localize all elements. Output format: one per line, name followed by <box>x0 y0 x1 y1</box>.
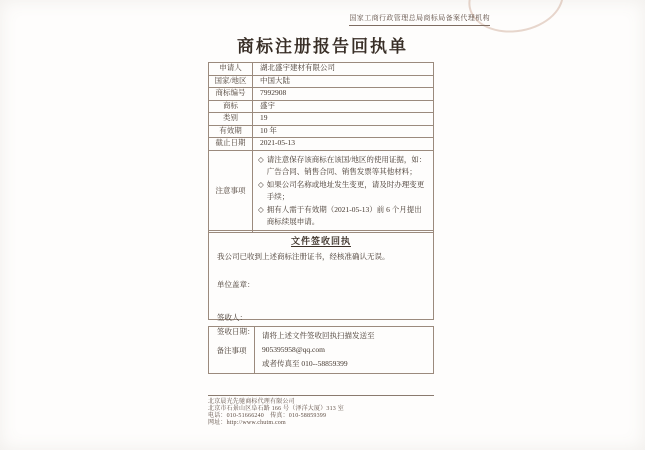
row-value: 湖北盛宇建材有限公司 <box>253 63 434 76</box>
note-item <box>258 204 427 229</box>
row-label: 备注事项 <box>209 327 255 374</box>
agency-registration-note: 国家工商行政管理总局商标局备案代理机构 <box>349 13 490 26</box>
table-row-class <box>209 113 434 126</box>
row-value: 中国大陆 <box>253 75 434 88</box>
row-label: 国家/地区 <box>209 75 253 88</box>
row-value: 10 年 <box>253 125 434 138</box>
row-value: 7992908 <box>253 88 434 101</box>
agency-footer <box>208 399 508 427</box>
row-label: 截止日期 <box>209 138 253 151</box>
receipt-section-title: 文件签收回执 <box>290 236 351 246</box>
signer-label: 签收人： <box>217 313 247 322</box>
note-text: 拥有人需于有效期（2021-05-13）前 6 个月提出商标续展申请。 <box>266 204 422 226</box>
row-label: 有效期 <box>209 125 253 138</box>
agency-company-name: 北京晨光先驰商标代理有限公司 <box>208 399 295 405</box>
agency-phone-fax: 电话：010-51666240 传真：010-58859399 <box>208 413 327 419</box>
footer-divider <box>208 395 434 396</box>
table-row-trademark-name <box>209 100 434 113</box>
row-value: 盛宇 <box>253 100 434 113</box>
diamond-bullet-icon: ◇ <box>258 154 264 164</box>
agency-website: 网址：http://www.chutm.com <box>208 420 286 426</box>
table-row-remark <box>209 327 434 374</box>
row-value: 2021-05-13 <box>253 138 434 151</box>
diamond-bullet-icon: ◇ <box>258 204 264 214</box>
note-text: 请注意保存该商标在该国/地区的使用证据，如：广告合同、销售合同、销售发票等其他材料； <box>266 154 427 176</box>
document-title: 商标注册报告回执单 <box>237 37 408 56</box>
receipt-statement: 我公司已收到上述商标注册证书，经核准确认无误。 <box>217 252 390 261</box>
document-receipt-section <box>208 230 434 336</box>
remark-value-cell <box>255 327 434 374</box>
row-label: 商标编号 <box>209 88 253 101</box>
table-row-validity <box>209 125 434 138</box>
diamond-bullet-icon: ◇ <box>258 179 264 189</box>
remark-line-fax: 或者传真至 010--58859399 <box>262 359 348 368</box>
row-label: 申请人 <box>209 63 253 76</box>
sign-date-label: 签收日期： <box>217 327 255 336</box>
row-label: 类别 <box>209 113 253 126</box>
note-item <box>258 154 427 179</box>
table-row-notes <box>209 150 434 232</box>
trademark-info-table <box>208 62 434 233</box>
notes-cell <box>253 150 434 232</box>
note-item <box>258 179 427 204</box>
remark-table <box>208 326 434 374</box>
note-text: 如果公司名称或地址发生变更，请及时办理变更手续； <box>266 179 425 201</box>
row-value: 19 <box>253 113 434 126</box>
company-stamp-label: 单位盖章： <box>217 280 255 289</box>
table-row-expiry-date <box>209 138 434 151</box>
agency-address: 北京市石景山区阜石路 166 号（泽洋大厦）313 室 <box>208 406 344 412</box>
remark-line-email: 请将上述文件签收回执扫描发送至 905395958@qq.com <box>262 331 375 354</box>
row-label: 注意事项 <box>209 150 253 232</box>
table-row-country <box>209 75 434 88</box>
notes-list <box>253 151 433 232</box>
row-label: 商标 <box>209 100 253 113</box>
table-row-applicant <box>209 63 434 76</box>
table-row-trademark-number <box>209 88 434 101</box>
